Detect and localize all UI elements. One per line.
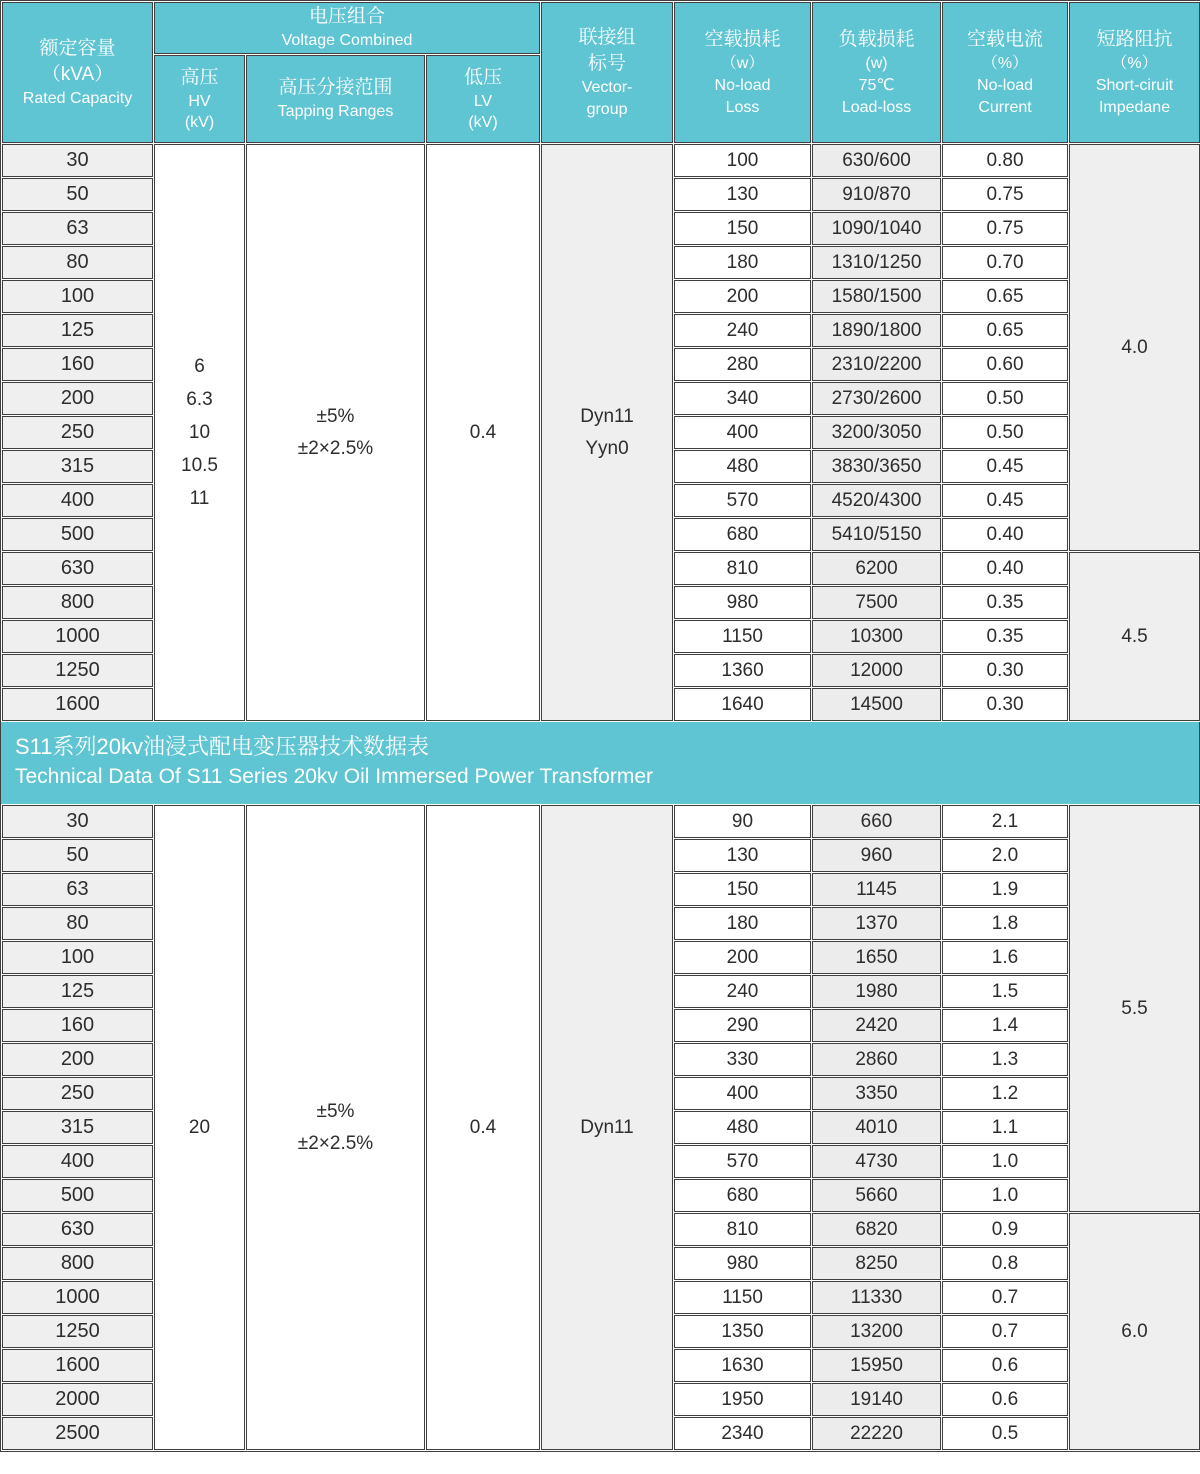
noload-current-cell: 0.45 xyxy=(942,450,1068,483)
capacity-cell: 160 xyxy=(2,1009,153,1042)
header-line: 高压分接范围 xyxy=(278,77,393,98)
header-line: 负载损耗 xyxy=(838,28,915,50)
noload-loss-cell: 480 xyxy=(674,450,811,483)
header-line: Rated Capacity xyxy=(22,89,133,107)
header-line: 联接组 xyxy=(578,26,636,48)
header-line: Impedane xyxy=(1098,98,1171,116)
noload-current-cell: 1.8 xyxy=(942,907,1068,940)
header-line: HV xyxy=(188,93,211,110)
header-tapping-ranges xyxy=(246,55,425,143)
load-loss-cell: 960 xyxy=(812,839,941,872)
header-noload-current xyxy=(942,2,1068,143)
header-line: (w) xyxy=(865,54,888,72)
noload-current-cell: 0.30 xyxy=(942,654,1068,687)
header-line: 标号 xyxy=(588,52,627,74)
header-vector-group xyxy=(541,2,673,143)
header-line: (kV) xyxy=(468,114,498,131)
header-line: 空载电流 xyxy=(967,28,1044,50)
load-loss-cell: 1090/1040 xyxy=(812,212,941,245)
noload-loss-cell: 480 xyxy=(674,1111,811,1144)
load-loss-cell: 5410/5150 xyxy=(812,518,941,551)
header-line: 75℃ xyxy=(858,76,895,94)
load-loss-cell: 4520/4300 xyxy=(812,484,941,517)
header-line: （%） xyxy=(1111,54,1158,72)
noload-loss-cell: 200 xyxy=(674,941,811,974)
noload-loss-cell: 2340 xyxy=(674,1417,811,1450)
noload-current-cell: 0.60 xyxy=(942,348,1068,381)
capacity-cell: 80 xyxy=(2,907,153,940)
noload-loss-cell: 90 xyxy=(674,805,811,838)
impedance-cell: 5.5 xyxy=(1069,805,1200,1212)
noload-loss-cell: 1150 xyxy=(674,1281,811,1314)
load-loss-cell: 6200 xyxy=(812,552,941,585)
load-loss-cell: 19140 xyxy=(812,1383,941,1416)
lv-cell: 0.4 xyxy=(426,805,540,1450)
header-line: 低压 xyxy=(464,67,503,88)
header-line: （kVA） xyxy=(41,63,114,85)
noload-loss-cell: 100 xyxy=(674,144,811,177)
load-loss-cell: 910/870 xyxy=(812,178,941,211)
noload-loss-cell: 1360 xyxy=(674,654,811,687)
noload-current-cell: 0.7 xyxy=(942,1281,1068,1314)
noload-current-cell: 0.6 xyxy=(942,1383,1068,1416)
noload-current-cell: 2.0 xyxy=(942,839,1068,872)
noload-loss-cell: 980 xyxy=(674,586,811,619)
load-loss-cell: 6820 xyxy=(812,1213,941,1246)
noload-loss-cell: 180 xyxy=(674,246,811,279)
banner-title-cn: S11系列20kv油浸式配电变压器技术数据表 xyxy=(15,734,429,759)
tapping-cell: ±5% ±2×2.5% xyxy=(246,805,425,1450)
header-line: Loss xyxy=(725,98,760,116)
load-loss-cell: 1980 xyxy=(812,975,941,1008)
noload-current-cell: 0.80 xyxy=(942,144,1068,177)
load-loss-cell: 7500 xyxy=(812,586,941,619)
noload-current-cell: 0.45 xyxy=(942,484,1068,517)
capacity-cell: 125 xyxy=(2,314,153,347)
impedance-cell: 6.0 xyxy=(1069,1213,1200,1450)
capacity-cell: 80 xyxy=(2,246,153,279)
load-loss-cell: 12000 xyxy=(812,654,941,687)
noload-current-cell: 0.7 xyxy=(942,1315,1068,1348)
noload-loss-cell: 130 xyxy=(674,178,811,211)
noload-loss-cell: 340 xyxy=(674,382,811,415)
noload-current-cell: 0.50 xyxy=(942,416,1068,449)
noload-current-cell: 0.30 xyxy=(942,688,1068,721)
capacity-cell: 30 xyxy=(2,805,153,838)
capacity-cell: 630 xyxy=(2,552,153,585)
noload-loss-cell: 330 xyxy=(674,1043,811,1076)
noload-current-cell: 2.1 xyxy=(942,805,1068,838)
noload-current-cell: 0.75 xyxy=(942,212,1068,245)
noload-loss-cell: 1350 xyxy=(674,1315,811,1348)
load-loss-cell: 1580/1500 xyxy=(812,280,941,313)
noload-current-cell: 0.35 xyxy=(942,586,1068,619)
capacity-cell: 500 xyxy=(2,1179,153,1212)
header-line: LV xyxy=(473,93,493,110)
noload-current-cell: 0.65 xyxy=(942,314,1068,347)
load-loss-cell: 8250 xyxy=(812,1247,941,1280)
capacity-cell: 250 xyxy=(2,1077,153,1110)
capacity-cell: 1600 xyxy=(2,1349,153,1382)
header-line: 高压 xyxy=(180,67,219,88)
noload-loss-cell: 200 xyxy=(674,280,811,313)
capacity-cell: 200 xyxy=(2,1043,153,1076)
header-line: Current xyxy=(978,98,1032,116)
header-line: Load-loss xyxy=(841,98,912,116)
noload-current-cell: 0.50 xyxy=(942,382,1068,415)
capacity-cell: 500 xyxy=(2,518,153,551)
vector-group-cell: Dyn11 xyxy=(541,805,673,1450)
noload-loss-cell: 130 xyxy=(674,839,811,872)
noload-current-cell: 1.4 xyxy=(942,1009,1068,1042)
noload-current-cell: 1.2 xyxy=(942,1077,1068,1110)
header-line: No-load xyxy=(714,76,771,94)
capacity-cell: 800 xyxy=(2,586,153,619)
capacity-cell: 400 xyxy=(2,1145,153,1178)
table-10kv-series xyxy=(1,1,1200,722)
banner-title-en: Technical Data Of S11 Series 20kv Oil Immersed Power Transformer xyxy=(15,765,654,788)
load-loss-cell: 630/600 xyxy=(812,144,941,177)
capacity-cell: 125 xyxy=(2,975,153,1008)
noload-current-cell: 0.8 xyxy=(942,1247,1068,1280)
load-loss-cell: 2310/2200 xyxy=(812,348,941,381)
capacity-cell: 1000 xyxy=(2,1281,153,1314)
noload-loss-cell: 570 xyxy=(674,1145,811,1178)
header-voltage-combined xyxy=(154,2,540,54)
noload-loss-cell: 280 xyxy=(674,348,811,381)
header-rated-capacity xyxy=(2,2,153,143)
capacity-cell: 63 xyxy=(2,212,153,245)
noload-current-cell: 0.70 xyxy=(942,246,1068,279)
load-loss-cell: 3200/3050 xyxy=(812,416,941,449)
header-line: No-load xyxy=(977,76,1034,94)
hv-cell: 6 6.3 10 10.5 11 xyxy=(154,144,245,721)
table-20kv-series xyxy=(1,804,1200,1451)
vector-group-cell: Dyn11 Yyn0 xyxy=(541,144,673,721)
capacity-cell: 200 xyxy=(2,382,153,415)
header-line: Voltage Combined xyxy=(281,32,413,49)
impedance-cell: 4.5 xyxy=(1069,552,1200,721)
capacity-cell: 50 xyxy=(2,178,153,211)
load-loss-cell: 5660 xyxy=(812,1179,941,1212)
load-loss-cell: 2860 xyxy=(812,1043,941,1076)
header-lv xyxy=(426,55,540,143)
table-header xyxy=(2,2,1200,143)
load-loss-cell: 3350 xyxy=(812,1077,941,1110)
load-loss-cell: 22220 xyxy=(812,1417,941,1450)
load-loss-cell: 2420 xyxy=(812,1009,941,1042)
capacity-cell: 1600 xyxy=(2,688,153,721)
noload-loss-cell: 680 xyxy=(674,1179,811,1212)
header-noload-loss xyxy=(674,2,811,143)
capacity-cell: 250 xyxy=(2,416,153,449)
header-line: 空载损耗 xyxy=(704,28,781,50)
noload-current-cell: 0.65 xyxy=(942,280,1068,313)
capacity-cell: 315 xyxy=(2,1111,153,1144)
load-loss-cell: 3830/3650 xyxy=(812,450,941,483)
noload-current-cell: 0.9 xyxy=(942,1213,1068,1246)
noload-loss-cell: 810 xyxy=(674,1213,811,1246)
noload-loss-cell: 150 xyxy=(674,212,811,245)
table-body xyxy=(2,144,1200,721)
noload-loss-cell: 400 xyxy=(674,1077,811,1110)
header-line: （%） xyxy=(981,54,1029,72)
noload-current-cell: 1.1 xyxy=(942,1111,1068,1144)
load-loss-cell: 660 xyxy=(812,805,941,838)
noload-loss-cell: 1150 xyxy=(674,620,811,653)
noload-current-cell: 0.5 xyxy=(942,1417,1068,1450)
impedance-cell: 4.0 xyxy=(1069,144,1200,551)
noload-loss-cell: 290 xyxy=(674,1009,811,1042)
load-loss-cell: 11330 xyxy=(812,1281,941,1314)
load-loss-cell: 14500 xyxy=(812,688,941,721)
noload-loss-cell: 680 xyxy=(674,518,811,551)
noload-loss-cell: 240 xyxy=(674,975,811,1008)
header-short-circuit-impedance xyxy=(1069,2,1200,143)
header-line: group xyxy=(586,100,628,118)
load-loss-cell: 4010 xyxy=(812,1111,941,1144)
noload-loss-cell: 240 xyxy=(674,314,811,347)
noload-loss-cell: 980 xyxy=(674,1247,811,1280)
table-row xyxy=(2,144,1200,177)
noload-current-cell: 1.6 xyxy=(942,941,1068,974)
load-loss-cell: 10300 xyxy=(812,620,941,653)
capacity-cell: 400 xyxy=(2,484,153,517)
noload-current-cell: 1.3 xyxy=(942,1043,1068,1076)
noload-current-cell: 1.0 xyxy=(942,1179,1068,1212)
hv-cell: 20 xyxy=(154,805,245,1450)
header-line: 额定容量 xyxy=(39,37,116,59)
header-line: Short-ciruit xyxy=(1095,76,1174,94)
noload-current-cell: 0.40 xyxy=(942,552,1068,585)
header-load-loss xyxy=(812,2,941,143)
noload-current-cell: 0.75 xyxy=(942,178,1068,211)
capacity-cell: 160 xyxy=(2,348,153,381)
lv-cell: 0.4 xyxy=(426,144,540,721)
noload-current-cell: 1.0 xyxy=(942,1145,1068,1178)
header-line: Tapping Ranges xyxy=(277,103,394,120)
capacity-cell: 1000 xyxy=(2,620,153,653)
load-loss-cell: 15950 xyxy=(812,1349,941,1382)
capacity-cell: 50 xyxy=(2,839,153,872)
load-loss-cell: 1370 xyxy=(812,907,941,940)
load-loss-cell: 1310/1250 xyxy=(812,246,941,279)
load-loss-cell: 4730 xyxy=(812,1145,941,1178)
tapping-cell: ±5% ±2×2.5% xyxy=(246,144,425,721)
capacity-cell: 2000 xyxy=(2,1383,153,1416)
capacity-cell: 630 xyxy=(2,1213,153,1246)
table-row xyxy=(2,805,1200,838)
header-line: （w） xyxy=(720,54,765,72)
capacity-cell: 63 xyxy=(2,873,153,906)
capacity-cell: 100 xyxy=(2,941,153,974)
header-line: 电压组合 xyxy=(309,6,386,27)
noload-loss-cell: 570 xyxy=(674,484,811,517)
load-loss-cell: 1890/1800 xyxy=(812,314,941,347)
capacity-cell: 1250 xyxy=(2,1315,153,1348)
noload-current-cell: 1.5 xyxy=(942,975,1068,1008)
header-hv xyxy=(154,55,245,143)
table-body xyxy=(2,805,1200,1450)
load-loss-cell: 1145 xyxy=(812,873,941,906)
noload-loss-cell: 1640 xyxy=(674,688,811,721)
load-loss-cell: 2730/2600 xyxy=(812,382,941,415)
load-loss-cell: 13200 xyxy=(812,1315,941,1348)
capacity-cell: 800 xyxy=(2,1247,153,1280)
capacity-cell: 100 xyxy=(2,280,153,313)
noload-loss-cell: 1950 xyxy=(674,1383,811,1416)
header-line: Vector- xyxy=(581,78,633,96)
header-line: 短路阻抗 xyxy=(1096,28,1173,50)
capacity-cell: 30 xyxy=(2,144,153,177)
noload-current-cell: 0.6 xyxy=(942,1349,1068,1382)
noload-current-cell: 1.9 xyxy=(942,873,1068,906)
noload-loss-cell: 180 xyxy=(674,907,811,940)
capacity-cell: 1250 xyxy=(2,654,153,687)
header-line: (kV) xyxy=(184,114,215,131)
capacity-cell: 2500 xyxy=(2,1417,153,1450)
load-loss-cell: 1650 xyxy=(812,941,941,974)
noload-loss-cell: 810 xyxy=(674,552,811,585)
noload-current-cell: 0.40 xyxy=(942,518,1068,551)
noload-loss-cell: 150 xyxy=(674,873,811,906)
capacity-cell: 315 xyxy=(2,450,153,483)
section-banner xyxy=(1,722,1199,804)
noload-loss-cell: 1630 xyxy=(674,1349,811,1382)
noload-current-cell: 0.35 xyxy=(942,620,1068,653)
noload-loss-cell: 400 xyxy=(674,416,811,449)
